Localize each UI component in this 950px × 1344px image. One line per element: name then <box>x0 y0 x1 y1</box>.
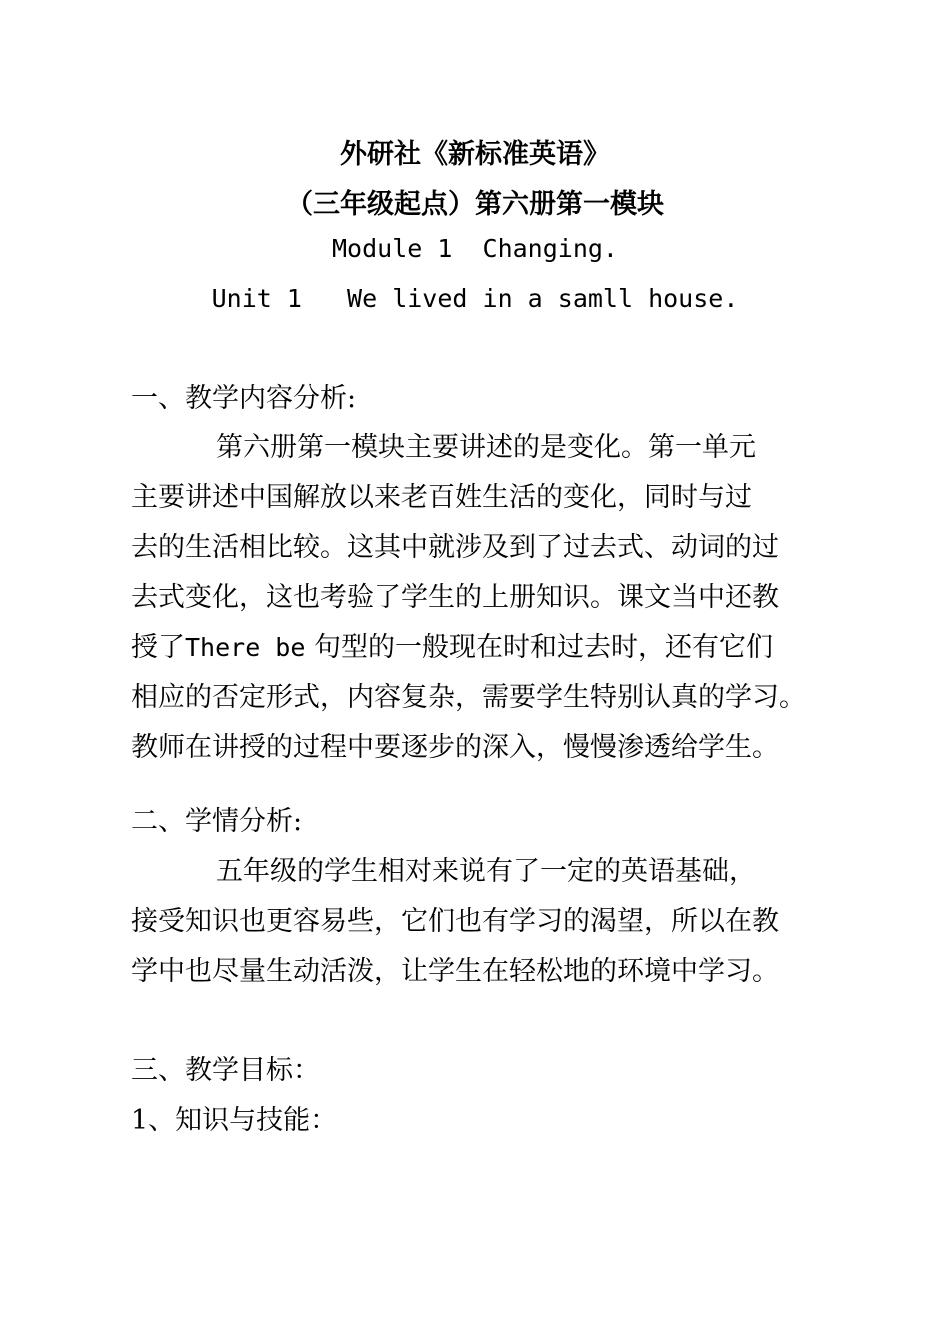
section2-line: 五年级的学生相对来说有了一定的英语基础， <box>216 856 756 887</box>
section1-line: 相应的否定形式，内容复杂，需要学生特别认真的学习。 <box>131 682 806 713</box>
section1-line: 去的生活相比较。这其中就涉及到了过去式、动词的过 <box>131 532 779 563</box>
module-title: Module 1 Changing. <box>332 234 618 263</box>
section2-line: 学中也尽量生动活泼，让学生在轻松地的环境中学习。 <box>131 956 779 987</box>
section2-line: 接受知识也更容易些，它们也有学习的渴望，所以在教 <box>131 906 779 937</box>
section3-heading: 三、教学目标： <box>131 1055 320 1086</box>
section1-line: 教师在讲授的过程中要逐步的深入，慢慢渗透给学生。 <box>131 732 779 763</box>
section1-heading: 一、教学内容分析: <box>131 383 357 414</box>
section1-line: 主要讲述中国解放以来老百姓生活的变化，同时与过 <box>131 482 752 513</box>
there-be-phrase: There be <box>185 633 306 662</box>
section1-line-part: 授了 <box>131 632 185 663</box>
section1-line-part: 句型的一般现在时和过去时，还有它们 <box>305 632 774 663</box>
doc-title-line1: 外研社《新标准英语》 <box>340 139 610 170</box>
section1-line: 第六册第一模块主要讲述的是变化。第一单元 <box>216 432 756 463</box>
section3-subheading: 1、知识与技能： <box>131 1105 338 1136</box>
section1-line: 去式变化，这也考验了学生的上册知识。课文当中还教 <box>131 582 779 613</box>
section1-line-mixed <box>131 632 773 664</box>
unit-title: Unit 1 We lived in a samll house. <box>211 284 739 313</box>
section2-heading: 二、学情分析: <box>131 806 303 837</box>
doc-title-line2: （三年级起点）第六册第一模块 <box>286 189 664 220</box>
